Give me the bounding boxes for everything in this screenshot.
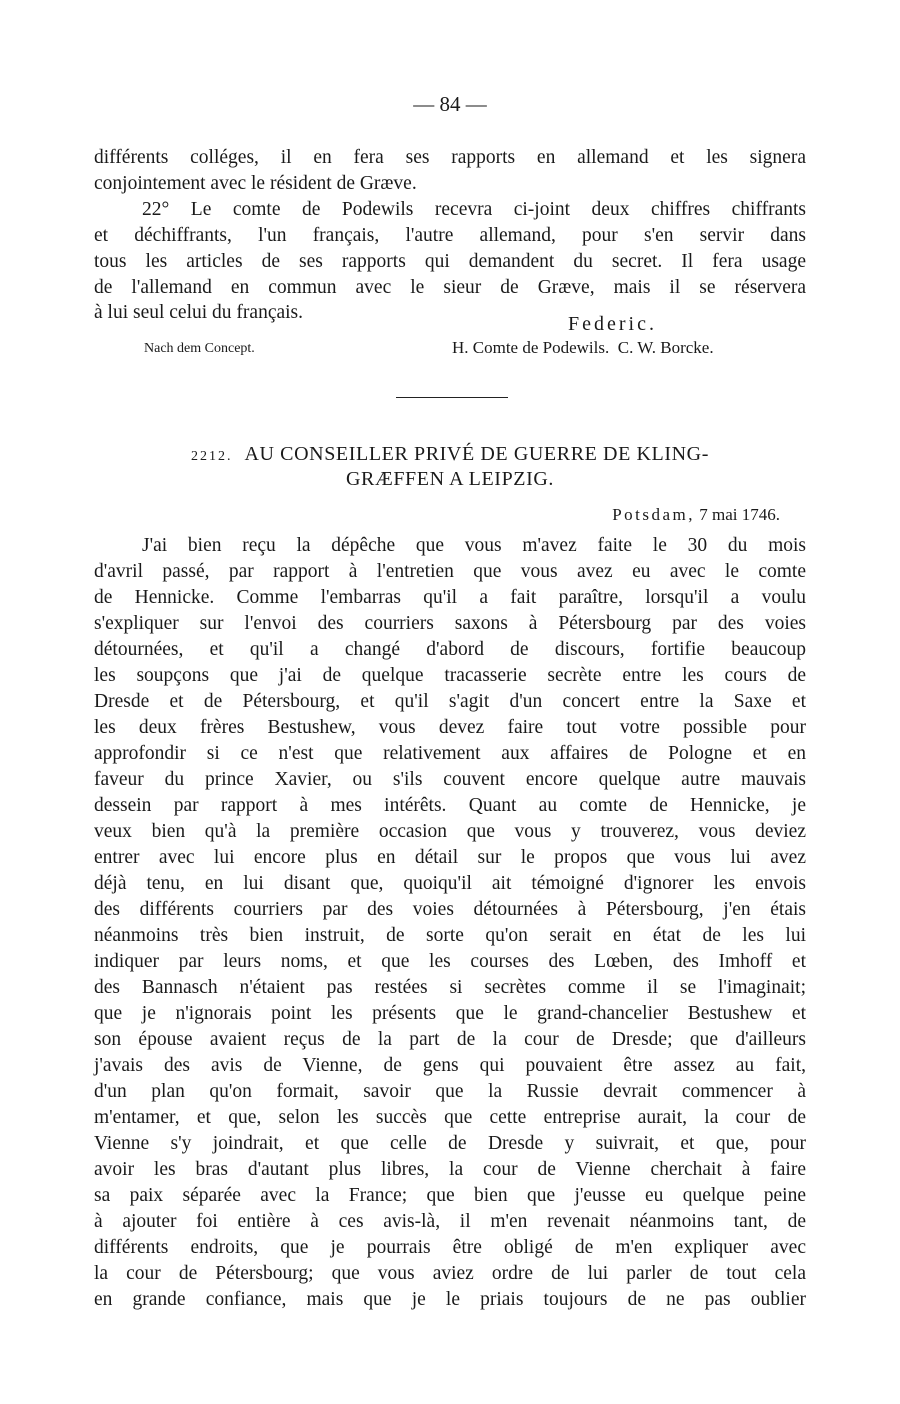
text-line: des différents courriers par des voies détournées à Pétersbourg, j'en étais xyxy=(94,899,806,920)
text-line: s'expliquer sur l'envoi des courriers saxons à Pétersbourg par des voies xyxy=(94,613,806,634)
text-line: indiquer par leurs noms, et que les courses des Lœben, des Imhoff et xyxy=(94,951,806,972)
text-line: entrer avec lui encore plus en détail sur le propos que vous lui avez xyxy=(94,847,806,868)
dateline-date: 7 mai 1746. xyxy=(699,505,780,524)
cosigners: H. Comte de Podewils. C. W. Borcke. xyxy=(452,338,714,357)
text-line: détournées, et qu'il a changé d'abord de discours, fortifie beaucoup xyxy=(94,639,806,660)
text-line: son épouse avaient reçus de la part de la cour de Dresde; que d'ailleurs xyxy=(94,1029,806,1050)
text-line: des Bannasch n'étaient pas restées si secrètes comme il se l'imaginait; xyxy=(94,977,806,998)
text-line: sa paix séparée avec la France; que bien que j'eusse eu quelque peine xyxy=(94,1185,806,1206)
document-number: 2212. xyxy=(191,449,233,464)
text-line: approfondir si ce n'est que relativement aux affaires de Pologne et en xyxy=(94,743,806,764)
text-line: la cour de Pétersbourg; que vous aviez ordre de lui parler de tout cela xyxy=(94,1263,806,1284)
text-line: que je n'ignorais point les présents que le grand-chancelier Bestushew et xyxy=(94,1003,806,1024)
document-title-line1: AU CONSEILLER PRIVÉ DE GUERRE DE KLING- xyxy=(244,443,709,465)
dateline-place: Potsdam, xyxy=(612,505,695,524)
text-line: conjointement avec le résident de Græve. xyxy=(94,173,417,194)
page-number: — 84 — xyxy=(413,92,487,116)
text-line: tous les articles de ses rapports qui demandent du secret. Il fera usage xyxy=(94,251,806,272)
text-line: les soupçons que j'ai de quelque tracasserie secrète entre les cours de xyxy=(94,665,806,686)
text-line: néanmoins très bien instruit, de sorte qu'on serait en état de les lui xyxy=(94,925,806,946)
signature-name: Federic. xyxy=(568,313,657,335)
text-line: veux bien qu'à la première occasion que vous y trouverez, vous deviez xyxy=(94,821,806,842)
text-line: avoir les bras d'autant plus libres, la cour de Vienne cherchait à faire xyxy=(94,1159,806,1180)
text-line: d'avril passé, par rapport à l'entretien que vous avez eu avec le comte xyxy=(94,561,806,582)
text-line: déjà tenu, en lui disant que, quoiqu'il ait témoigné d'ignorer les envois xyxy=(94,873,806,894)
document-heading xyxy=(0,443,900,466)
document-title-line2: GRÆFFEN A LEIPZIG. xyxy=(345,468,555,490)
text-line: de l'allemand en commun avec le sieur de Græve, mais il se réservera xyxy=(94,277,806,298)
text-line: les deux frères Bestushew, vous devez faire tout votre possible pour xyxy=(94,717,806,738)
text-line: j'avais des avis de Vienne, de gens qui pouvaient être assez au fait, xyxy=(94,1055,806,1076)
text-line: de Hennicke. Comme l'embarras qu'il a fait paraître, lorsqu'il a voulu xyxy=(94,587,806,608)
source-note: Nach dem Concept. xyxy=(144,341,255,356)
dateline xyxy=(612,505,780,525)
text-line: différents endroits, que je pourrais être obligé de m'en expliquer avec xyxy=(94,1237,806,1258)
text-line: différents colléges, il en fera ses rapports en allemand et les signera xyxy=(94,147,806,168)
text-line: Vienne s'y joindrait, et que celle de Dresde y suivrait, et que, pour xyxy=(94,1133,806,1154)
section-divider xyxy=(396,397,508,398)
text-line: dessein par rapport à mes intérêts. Quant au comte de Hennicke, je xyxy=(94,795,806,816)
text-line: Dresde et de Pétersbourg, et qu'il s'agit d'un concert entre la Saxe et xyxy=(94,691,806,712)
text-line: en grande confiance, mais que je le priais toujours de ne pas oublier xyxy=(94,1289,806,1310)
text-line: d'un plan qu'on formait, savoir que la Russie devrait commencer à xyxy=(94,1081,806,1102)
text-line: 22° Le comte de Podewils recevra ci-joint deux chiffres chiffrants xyxy=(142,199,806,220)
text-line: m'entamer, et que, selon les succès que cette entreprise aurait, la cour de xyxy=(94,1107,806,1128)
text-line: et déchiffrants, l'un français, l'autre allemand, pour s'en servir dans xyxy=(94,225,806,246)
text-line: faveur du prince Xavier, ou s'ils couvent encore quelque autre mauvais xyxy=(94,769,806,790)
text-line: à ajouter foi entière à ces avis-là, il m'en revenait néanmoins tant, de xyxy=(94,1211,806,1232)
text-line: J'ai bien reçu la dépêche que vous m'avez faite le 30 du mois xyxy=(142,535,806,556)
text-line: à lui seul celui du français. xyxy=(94,302,304,323)
